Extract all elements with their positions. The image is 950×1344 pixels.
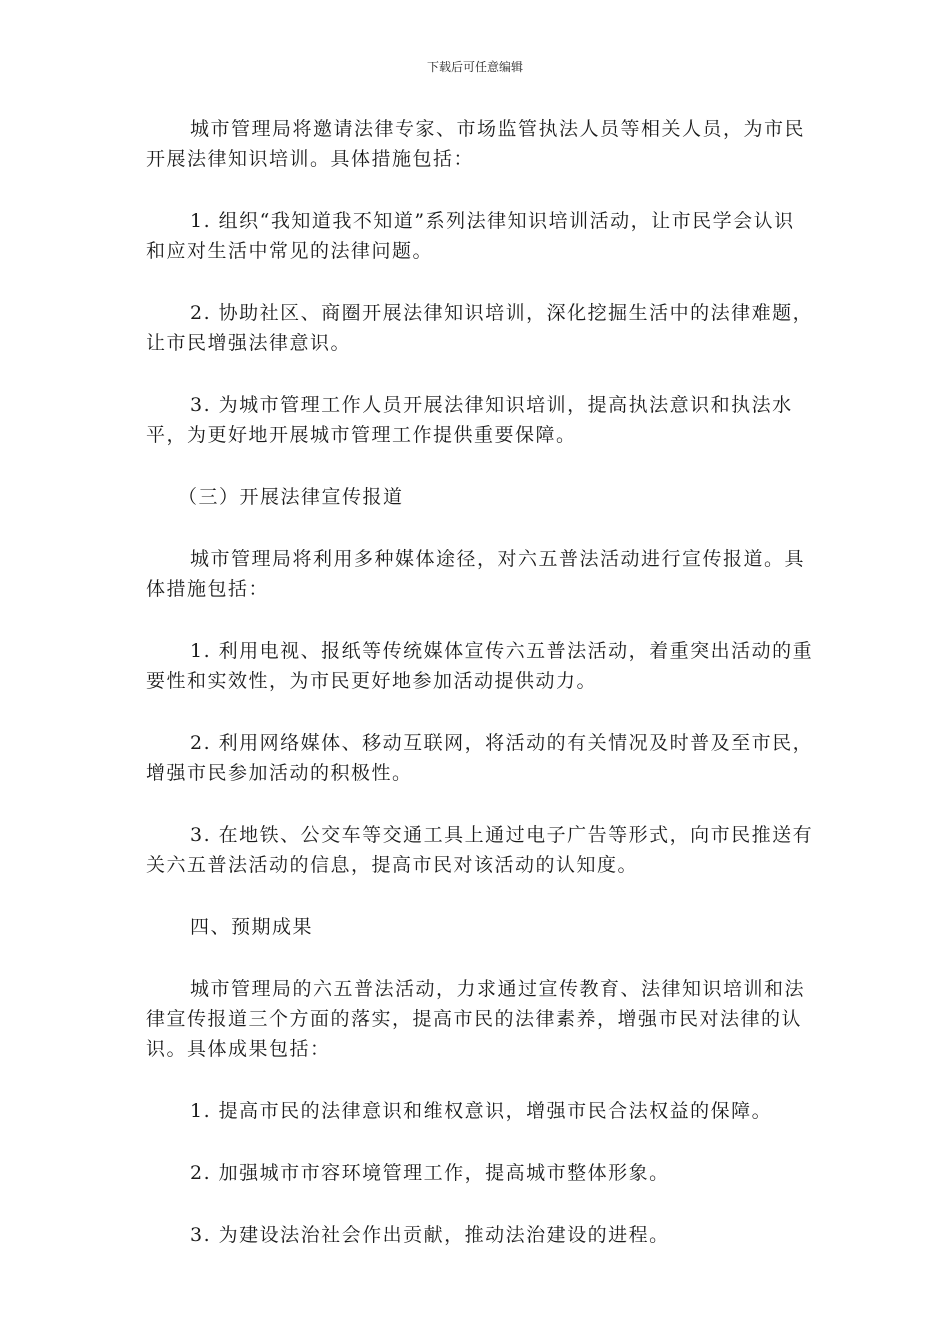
section-subheading: （三）开展法律宣传报道 (178, 486, 404, 508)
paragraph: 城市管理局将利用多种媒体途径，对六五普法活动进行宣传报道。具体措施包括： (146, 548, 806, 600)
page-header-note: 下载后可任意编辑 (426, 60, 523, 74)
list-item: 3. 为建设法治社会作出贡献，推动法治建设的进程。 (190, 1224, 670, 1246)
paragraph: 城市管理局将邀请法律专家、市场监管执法人员等相关人员，为市民开展法律知识培训。具体措施包括： (146, 118, 806, 170)
paragraph: 城市管理局的六五普法活动，力求通过宣传教育、法律知识培训和法律宣传报道三个方面的落实，提高市民的法律素养，增强市民对法律的认识。具体成果包括： (146, 978, 806, 1060)
list-item: 3. 在地铁、公交车等交通工具上通过电子广告等形式，向市民推送有关六五普法活动的信息，提高市民对该活动的认知度。 (146, 824, 814, 876)
list-item: 3. 为城市管理工作人员开展法律知识培训，提高执法意识和执法水平，为更好地开展城市管理工作提供重要保障。 (146, 394, 793, 446)
list-item: 2. 利用网络媒体、移动互联网，将活动的有关情况及时普及至市民，增强市民参加活动的积极性。 (146, 732, 814, 784)
list-item: 1. 提高市民的法律意识和维权意识，增强市民合法权益的保障。 (190, 1100, 773, 1122)
list-item: 1. 利用电视、报纸等传统媒体宣传六五普法活动，着重突出活动的重要性和实效性，为市民更好地参加活动提供动力。 (146, 640, 814, 692)
document-body (146, 114, 814, 1282)
list-item: 2. 协助社区、商圈开展法律知识培训，深化挖掘生活中的法律难题，让市民增强法律意识。 (146, 302, 814, 354)
section-heading: 四、预期成果 (190, 916, 314, 938)
list-item: 1. 组织“我知道我不知道”系列法律知识培训活动，让市民学会认识和应对生活中常见的法律问题。 (146, 210, 795, 262)
list-item: 2. 加强城市市容环境管理工作，提高城市整体形象。 (190, 1162, 670, 1184)
